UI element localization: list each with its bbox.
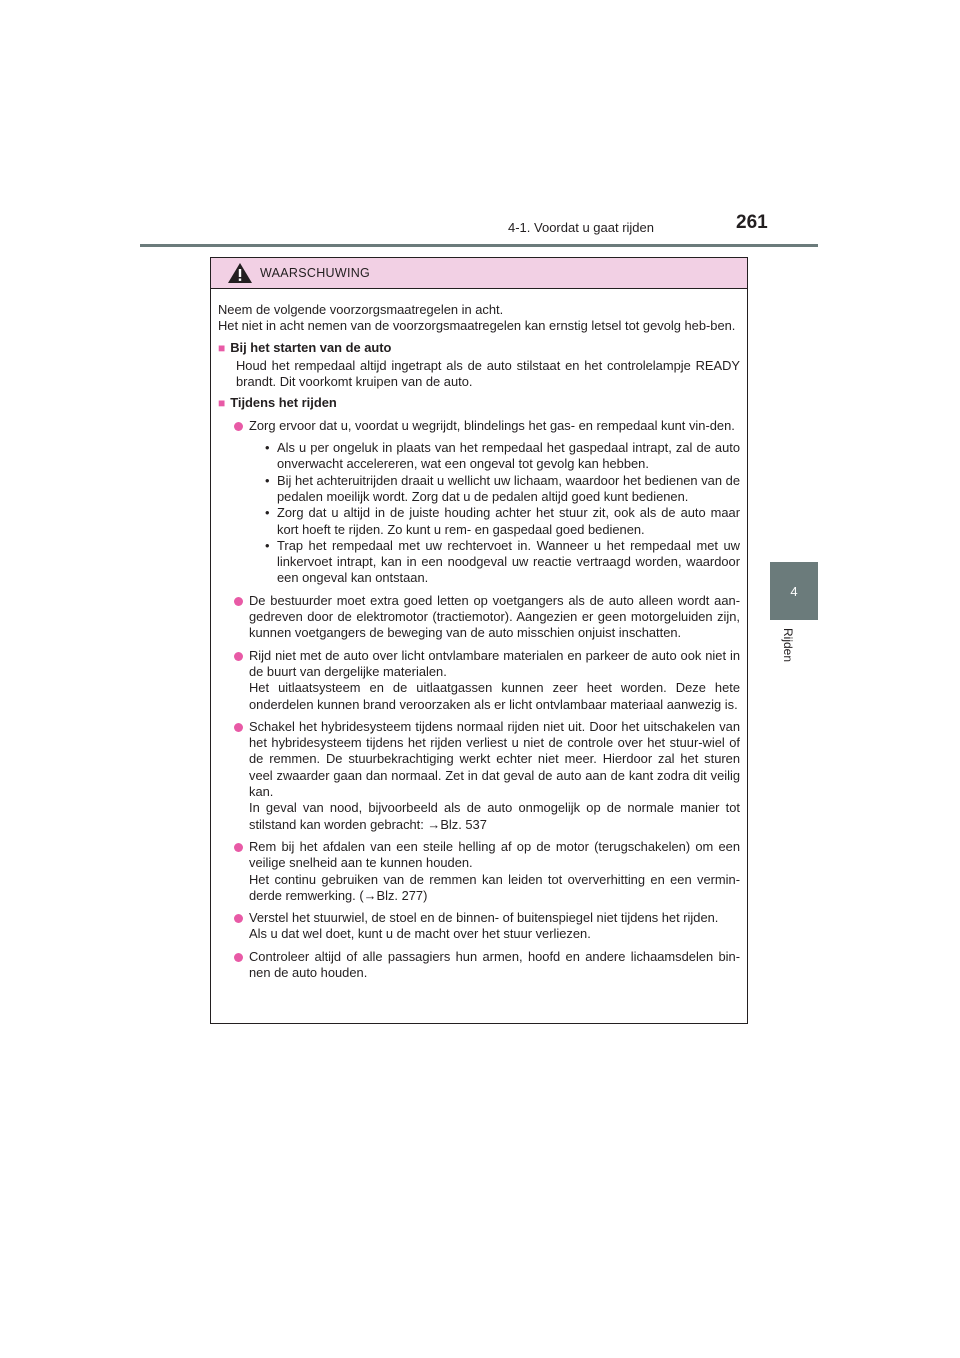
round-bullet-icon bbox=[234, 843, 243, 852]
square-bullet-icon: ■ bbox=[218, 340, 226, 355]
bullet-item bbox=[218, 839, 740, 904]
bullet-continuation: Het continu gebruiken van de remmen kan leiden tot oververhitting en een vermin-derde remwerking. (→Blz. 277) bbox=[249, 871, 740, 903]
sub-bullet-list bbox=[218, 440, 740, 587]
round-bullet-icon bbox=[234, 422, 243, 431]
sub-bullet-item bbox=[265, 440, 740, 473]
bullet-text: Controleer altijd of alle passagiers hun armen, hoofd en andere lichaamsdelen bin-nen de auto houden. bbox=[249, 948, 740, 980]
bullet-content bbox=[249, 648, 740, 713]
bullet-item bbox=[218, 719, 740, 833]
chapter-tab-label: Rijden bbox=[781, 628, 795, 663]
bullet-item bbox=[218, 593, 740, 642]
bullet-continuation: Als u dat wel doet, kunt u de macht over het stuur verliezen. bbox=[249, 926, 591, 942]
sub-bullet-item bbox=[265, 473, 740, 506]
sub-bullet-mark: • bbox=[265, 505, 270, 521]
round-bullet-icon bbox=[234, 914, 243, 923]
bullet-item bbox=[218, 418, 740, 434]
bullet-text: Verstel het stuurwiel, de stoel en de binnen- of buitenspiegel niet tijdens het rijden. bbox=[249, 910, 719, 926]
bullet-item bbox=[218, 648, 740, 713]
warning-box bbox=[210, 257, 748, 1024]
bullet-text: Zorg ervoor dat u, voordat u wegrijdt, blindelings het gas- en rempedaal kunt vin-den. bbox=[249, 417, 735, 433]
sub-bullet-mark: • bbox=[265, 472, 270, 488]
intro-line: Neem de volgende voorzorgsmaatregelen in acht. bbox=[218, 302, 504, 317]
square-bullet-icon: ■ bbox=[218, 396, 226, 411]
bullet-text: Rijd niet met de auto over licht ontvlambare materialen en parkeer de auto ook niet in de buurt van dergelijke materialen. bbox=[249, 647, 740, 679]
section-title: Tijdens het rijden bbox=[230, 395, 337, 411]
sub-bullet-item bbox=[265, 505, 740, 538]
sub-bullet-text: Zorg dat u altijd in de juiste houding achter het stuur zit, ook als de auto maar kort hoeft te rijden. Zo kunt u rem- en gaspedaal goed bedienen. bbox=[277, 505, 740, 537]
section-title: Bij het starten van de auto bbox=[230, 339, 392, 355]
bullet-text: Schakel het hybridesysteem tijdens normaal rijden niet uit. Door het uitschakelen van het hybridesysteem tijdens het rijden verliest u niet de controle over het stuur-wiel of de remmen. De stuurbekrachtiging werkt echter niet meer. Hierdoor zal het sturen veel zwaarder gaan dan normaal. Zet in dat geval de auto aan de kant zodra dit veilig kan. bbox=[249, 718, 740, 800]
sub-bullet-mark: • bbox=[265, 440, 270, 456]
bullet-continuation: In geval van nood, bijvoorbeeld als de auto onmogelijk op de normale manier tot stilstand kan worden gebracht: →Blz. 537 bbox=[249, 800, 740, 832]
bullet-content bbox=[249, 839, 740, 904]
sub-bullet-mark: • bbox=[265, 537, 270, 553]
warning-body bbox=[211, 289, 747, 981]
section-heading bbox=[218, 340, 740, 356]
round-bullet-icon bbox=[234, 953, 243, 962]
round-bullet-icon bbox=[234, 597, 243, 606]
bullet-content bbox=[249, 719, 740, 833]
bullet-item bbox=[218, 949, 740, 982]
warning-title: WAARSCHUWING bbox=[260, 266, 371, 280]
page-number: 261 bbox=[736, 212, 768, 233]
round-bullet-icon bbox=[234, 652, 243, 661]
sub-bullet-text: Als u per ongeluk in plaats van het rempedaal het gaspedaal intrapt, zal de auto onverwacht accelereren, wat een ongeval tot gevolg kan hebben. bbox=[277, 440, 740, 472]
bullet-content bbox=[249, 910, 740, 943]
section-heading bbox=[218, 395, 740, 411]
sub-bullet-text: Bij het achteruitrijden draait u wellicht uw lichaam, waardoor het bedienen van de pedalen moeilijk wordt. Zorg dat u de pedalen altijd goed kunt bedienen. bbox=[277, 472, 740, 504]
round-bullet-icon bbox=[234, 723, 243, 732]
section-text: Houd het rempedaal altijd ingetrapt als de auto stilstaat en het controlelampje READY brandt. Dit voorkomt kruipen van de auto. bbox=[236, 357, 740, 390]
bullet-item bbox=[218, 910, 740, 943]
warning-header bbox=[211, 258, 747, 289]
warning-intro bbox=[218, 302, 740, 335]
header-rule bbox=[140, 244, 818, 247]
bullet-text: Rem bij het afdalen van een steile helling af op de motor (terugschakelen) om een veilige snelheid aan te kunnen houden. bbox=[249, 838, 740, 871]
bullet-text: De bestuurder moet extra goed letten op voetgangers als de auto alleen wordt aan-gedreven door de elektromotor (tractiemotor). Aangezien er geen motorgeluiden zijn, kunnen voetgangers de beweging van de auto misschien onjuist inschatten. bbox=[249, 592, 740, 641]
chapter-tab[interactable]: 4 bbox=[770, 562, 818, 620]
intro-line: Het niet in acht nemen van de voorzorgsmaatregelen kan ernstig letsel tot gevolg heb-ben. bbox=[218, 318, 736, 334]
bullet-continuation: Het uitlaatsysteem en de uitlaatgassen kunnen zeer heet worden. Deze hete onderdelen kunnen brand veroorzaken als er licht ontvlambaar materiaal aanwezig is. bbox=[249, 680, 740, 712]
warning-triangle-icon bbox=[227, 262, 253, 284]
sub-bullet-item bbox=[265, 538, 740, 587]
section-header: 4-1. Voordat u gaat rijden bbox=[508, 220, 654, 235]
sub-bullet-text: Trap het rempedaal met uw rechtervoet in. Wanneer u het rempedaal met uw linkervoet intrapt, kan in een noodgeval uw reactie vertraagd worden, waardoor een ongeval kan ontstaan. bbox=[277, 537, 740, 586]
